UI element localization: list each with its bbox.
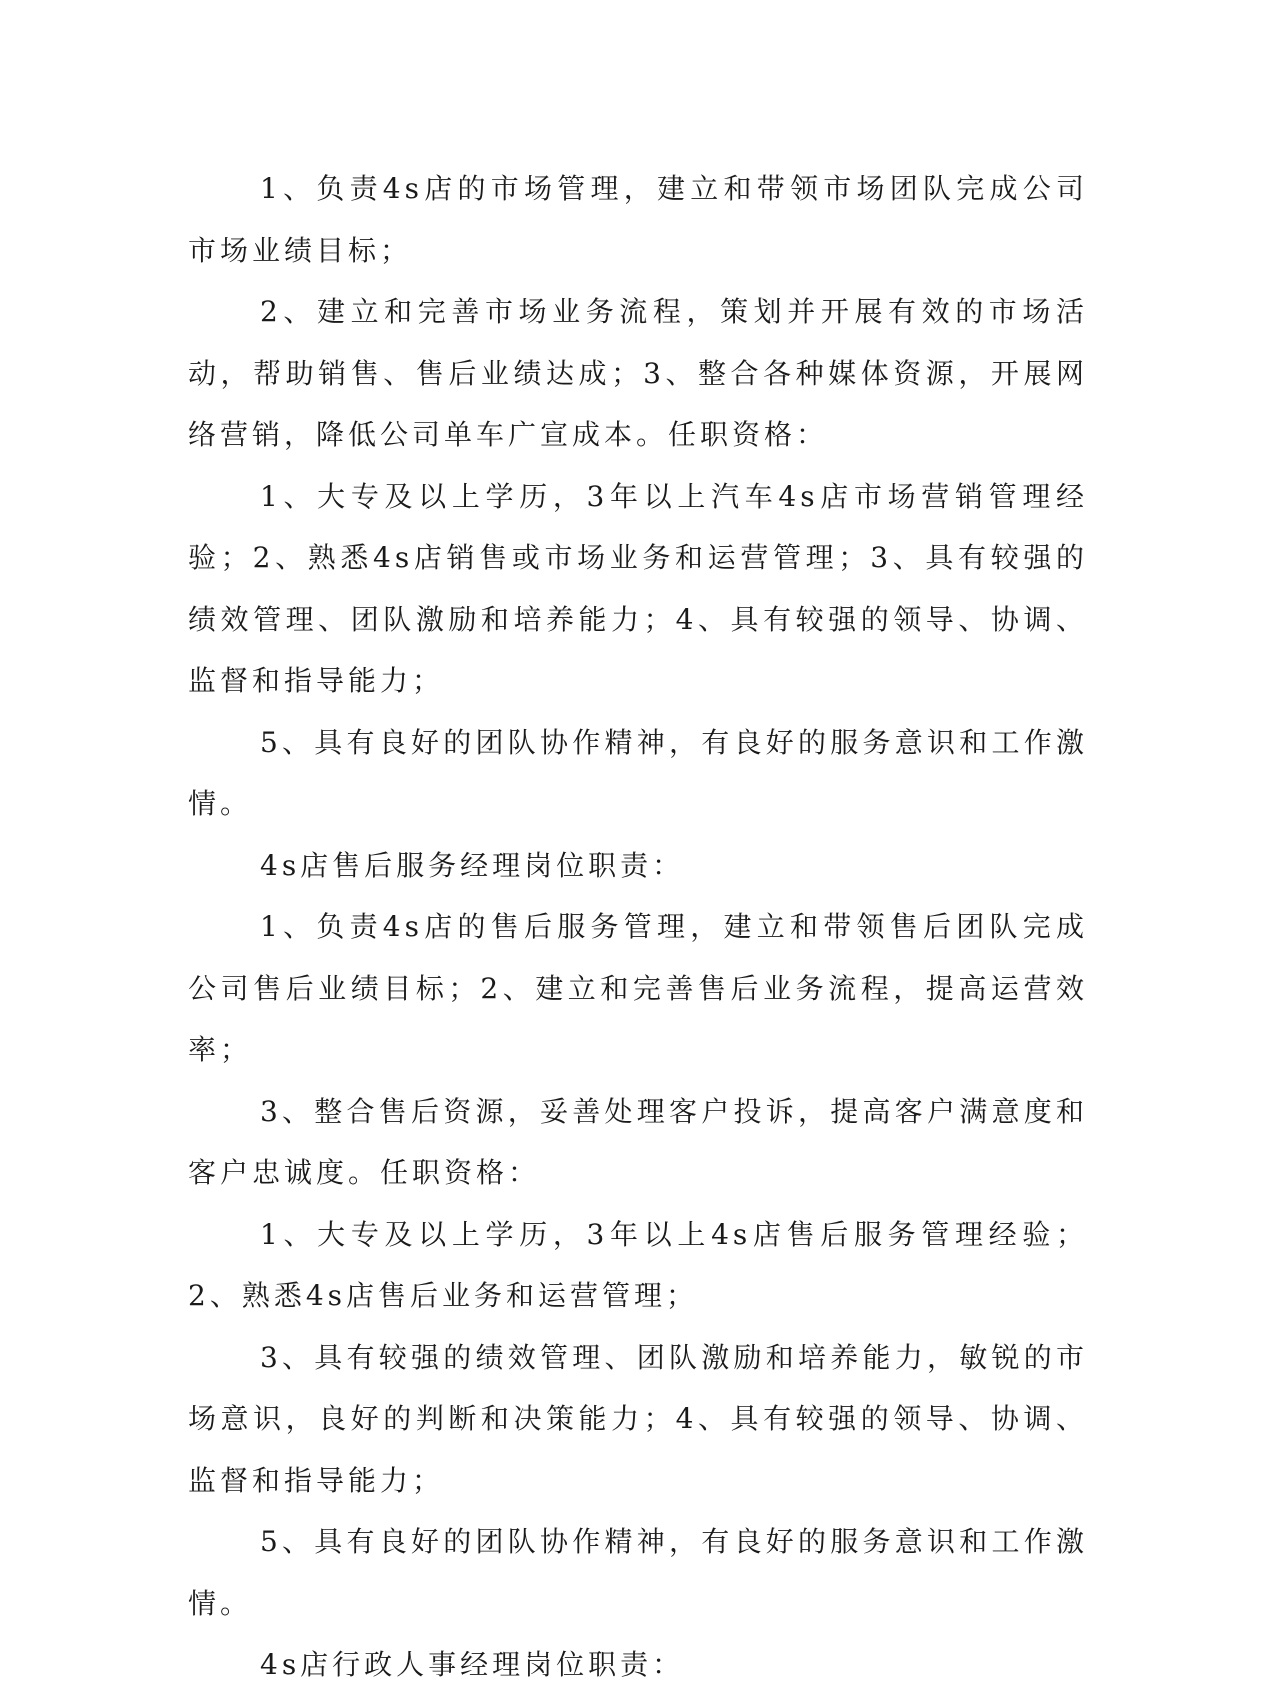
paragraph-marketing-duty-1: 1、负责4s店的市场管理，建立和带领市场团队完成公司市场业绩目标；	[188, 172, 1088, 267]
paragraph-aftersales-duty-3: 3、整合售后资源，妥善处理客户投诉，提高客户满意度和客户忠诚度。任职资格：	[188, 1094, 1088, 1189]
paragraph-aftersales-qualification-5: 5、具有良好的团队协作精神，有良好的服务意识和工作激情。	[188, 1525, 1088, 1620]
paragraph-aftersales-duty-1-2: 1、负责4s店的售后服务管理，建立和带领售后团队完成公司售后业绩目标；2、建立和完善售后业务流程，提高运营效率；	[188, 910, 1088, 1066]
heading-aftersales-manager-duties: 4s店售后服务经理岗位职责：	[260, 848, 685, 882]
paragraph-marketing-qualifications-1-4: 1、大专及以上学历，3年以上汽车4s店市场营销管理经验；2、熟悉4s店销售或市场业务和运营管理；3、具有较强的绩效管理、团队激励和培养能力；4、具有较强的领导、协调、监督和指导能力；	[188, 479, 1088, 697]
paragraph-aftersales-qualifications-3-4: 3、具有较强的绩效管理、团队激励和培养能力，敏锐的市场意识，良好的判断和决策能力；4、具有较强的领导、协调、监督和指导能力；	[188, 1340, 1088, 1497]
paragraph-marketing-qualification-5: 5、具有良好的团队协作精神，有良好的服务意识和工作激情。	[188, 725, 1088, 820]
document-body	[188, 158, 1088, 1696]
paragraph-marketing-duty-2-3: 2、建立和完善市场业务流程，策划并开展有效的市场活动，帮助销售、售后业绩达成；3、整合各种媒体资源，开展网络营销，降低公司单车广宣成本。任职资格：	[188, 295, 1088, 451]
paragraph-aftersales-qualifications-1-2: 1、大专及以上学历，3年以上4s店售后服务管理经验；2、熟悉4s店售后业务和运营管理；	[188, 1217, 1088, 1312]
heading-admin-hr-manager-duties: 4s店行政人事经理岗位职责：	[260, 1648, 685, 1681]
